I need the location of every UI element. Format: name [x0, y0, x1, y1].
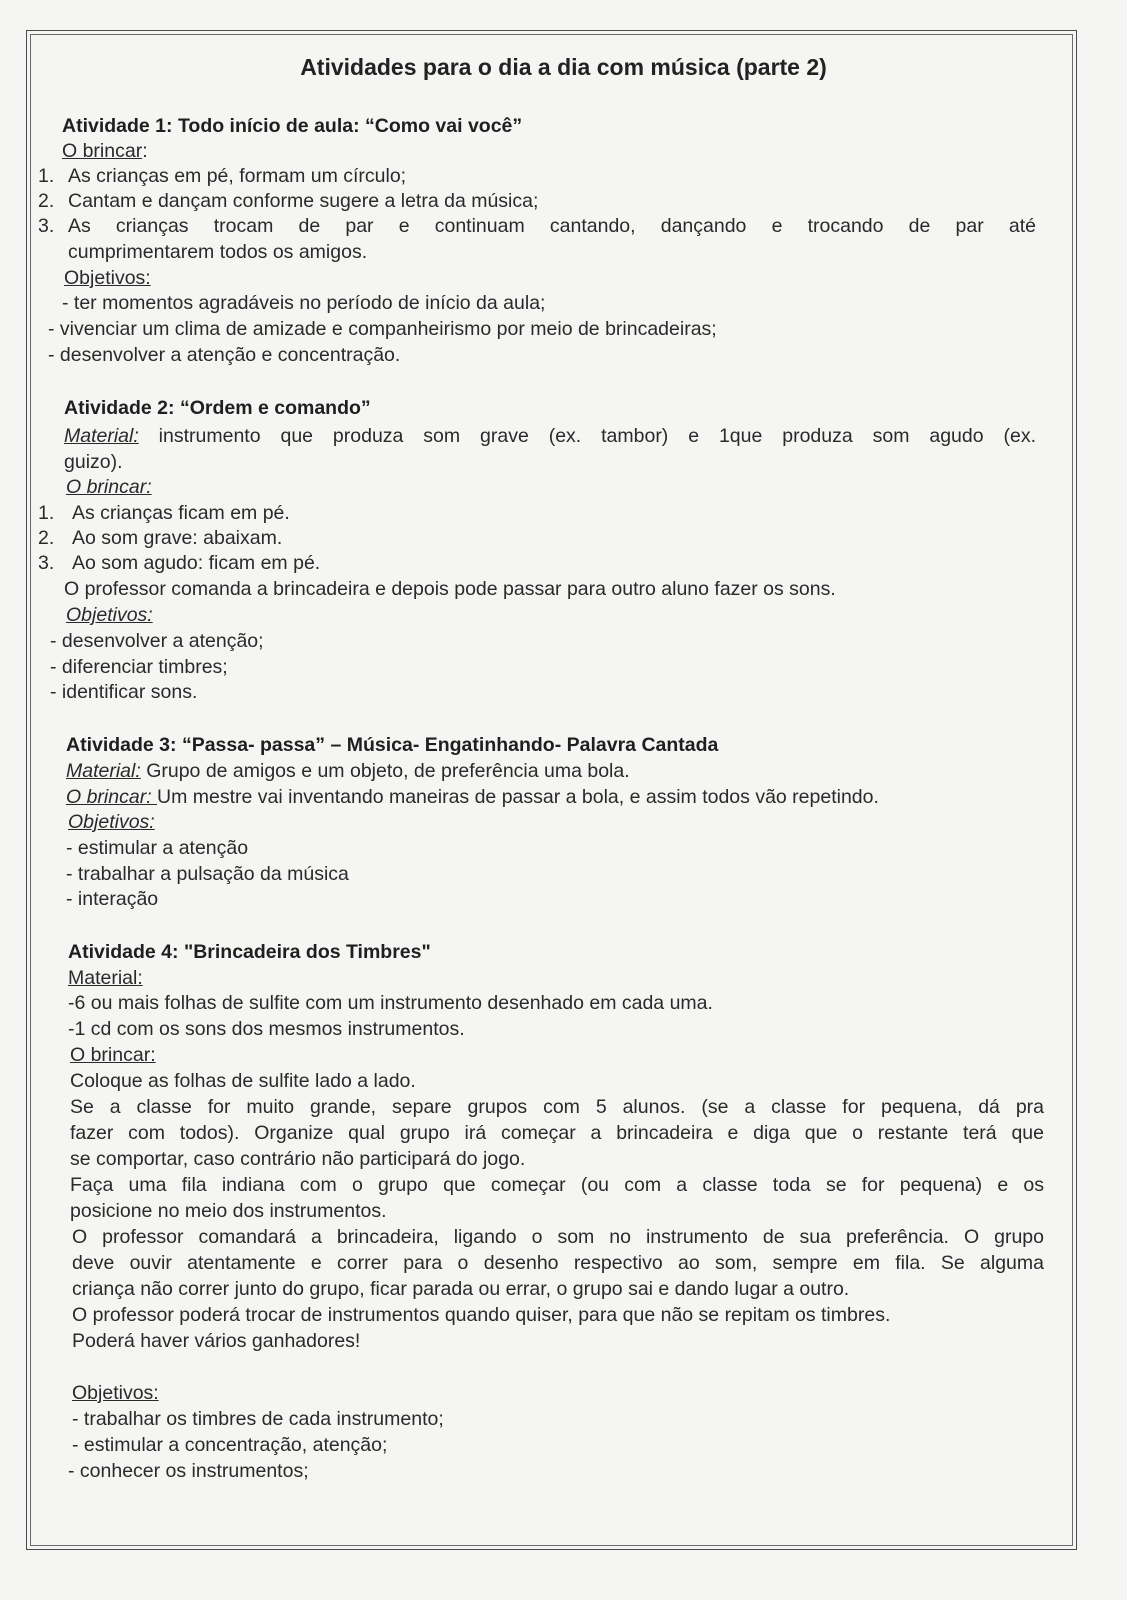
- activity-4-material-label: Material:: [68, 967, 143, 989]
- paragraph-line: O professor poderá trocar de instrumentos quando quiser, para que não se repitam os timbres.: [72, 1304, 891, 1326]
- objective-item: - interação: [66, 888, 159, 910]
- objective-item: - desenvolver a atenção;: [50, 630, 264, 652]
- material-item: -6 ou mais folhas de sulfite com um instrumento desenhado em cada uma.: [68, 992, 713, 1014]
- activity-3-heading: Atividade 3: “Passa- passa” – Música- Engatinhando- Palavra Cantada: [66, 734, 719, 756]
- list-item-continuation: cumprimentarem todos os amigos.: [68, 241, 368, 263]
- list-item: Ao som grave: abaixam.: [72, 527, 283, 549]
- objective-item: - desenvolver a atenção e concentração.: [48, 344, 401, 366]
- objective-item: - estimular a atenção: [66, 837, 249, 859]
- objective-item: - trabalhar a pulsação da música: [66, 863, 349, 885]
- activity-4-heading: Atividade 4: "Brincadeira dos Timbres": [68, 941, 431, 963]
- objective-item: - ter momentos agradáveis no período de início da aula;: [62, 292, 546, 314]
- activity-1-objetivos-label: Objetivos:: [64, 267, 151, 289]
- activity-1-heading: Atividade 1: Todo início de aula: “Como vai você”: [62, 115, 523, 137]
- objective-item: - vivenciar um clima de amizade e companheirismo por meio de brincadeiras;: [48, 318, 717, 340]
- paragraph-line: posicione no meio dos instrumentos.: [70, 1200, 387, 1222]
- activity-2-brincar-label: O brincar:: [66, 476, 152, 498]
- document-title: Atividades para o dia a dia com música (parte 2): [300, 54, 827, 80]
- list-item: As crianças trocam de par e continuam cantando, dançando e trocando de par até: [68, 215, 1036, 237]
- list-item: Cantam e dançam conforme sugere a letra da música;: [68, 190, 539, 212]
- paragraph-line: fazer com todos). Organize qual grupo irá começar a brincadeira e diga que o restante terá que: [70, 1122, 1044, 1144]
- paragraph-line: Poderá haver vários ganhadores!: [72, 1330, 361, 1352]
- paragraph-line: Coloque as folhas de sulfite lado a lado.: [70, 1070, 416, 1092]
- activity-3-material: Material: Grupo de amigos e um objeto, de preferência uma bola.: [66, 760, 630, 782]
- list-item: Ao som agudo: ficam em pé.: [72, 552, 321, 574]
- activity-3-brincar: O brincar: Um mestre vai inventando maneiras de passar a bola, e assim todos vão repetindo.: [66, 786, 879, 808]
- paragraph-line: deve ouvir atentamente e correr para o desenho respectivo ao som, sempre em fila. Se alguma: [72, 1252, 1044, 1274]
- list-number: 1.: [38, 502, 55, 524]
- activity-1-brincar-label: O brincar:: [62, 140, 148, 162]
- list-item: As crianças ficam em pé.: [72, 502, 290, 524]
- objective-item: - estimular a concentração, atenção;: [72, 1434, 388, 1456]
- activity-2-material: Material: instrumento que produza som grave (ex. tambor) e 1que produza som agudo (ex.: [64, 425, 1036, 447]
- list-number: 1.: [38, 165, 55, 187]
- objective-item: - conhecer os instrumentos;: [68, 1460, 309, 1482]
- list-number: 2.: [38, 190, 55, 212]
- paragraph-line: Faça uma fila indiana com o grupo que começar (ou com a classe toda se for pequena) e os: [70, 1174, 1044, 1196]
- objective-item: - trabalhar os timbres de cada instrumento;: [72, 1408, 444, 1430]
- activity-4-objetivos-label: Objetivos:: [72, 1382, 159, 1404]
- activity-2-objetivos-label: Objetivos:: [66, 604, 153, 626]
- paragraph-line: Se a classe for muito grande, separe grupos com 5 alunos. (se a classe for pequena, dá pra: [70, 1096, 1044, 1118]
- activity-2-heading: Atividade 2: “Ordem e comando”: [64, 397, 371, 419]
- list-number: 3.: [38, 552, 55, 574]
- paragraph-line: se comportar, caso contrário não participará do jogo.: [70, 1148, 526, 1170]
- objective-item: - diferenciar timbres;: [50, 656, 228, 678]
- material-item: -1 cd com os sons dos mesmos instrumentos.: [68, 1018, 465, 1040]
- paragraph-line: O professor comandará a brincadeira, ligando o som no instrumento de sua preferência. O grupo: [72, 1226, 1044, 1248]
- activity-2-material-continuation: guizo).: [64, 451, 123, 473]
- activity-2-note: O professor comanda a brincadeira e depois pode passar para outro aluno fazer os sons.: [64, 578, 836, 600]
- activity-4-brincar-label: O brincar:: [70, 1044, 156, 1066]
- objective-item: - identificar sons.: [50, 681, 198, 703]
- paragraph-line: criança não correr junto do grupo, ficar parada ou errar, o grupo sai e dando lugar a outro.: [72, 1278, 850, 1300]
- activity-3-objetivos-label: Objetivos:: [68, 811, 155, 833]
- list-number: 3.: [38, 215, 55, 237]
- list-number: 2.: [38, 527, 55, 549]
- list-item: As crianças em pé, formam um círculo;: [68, 165, 407, 187]
